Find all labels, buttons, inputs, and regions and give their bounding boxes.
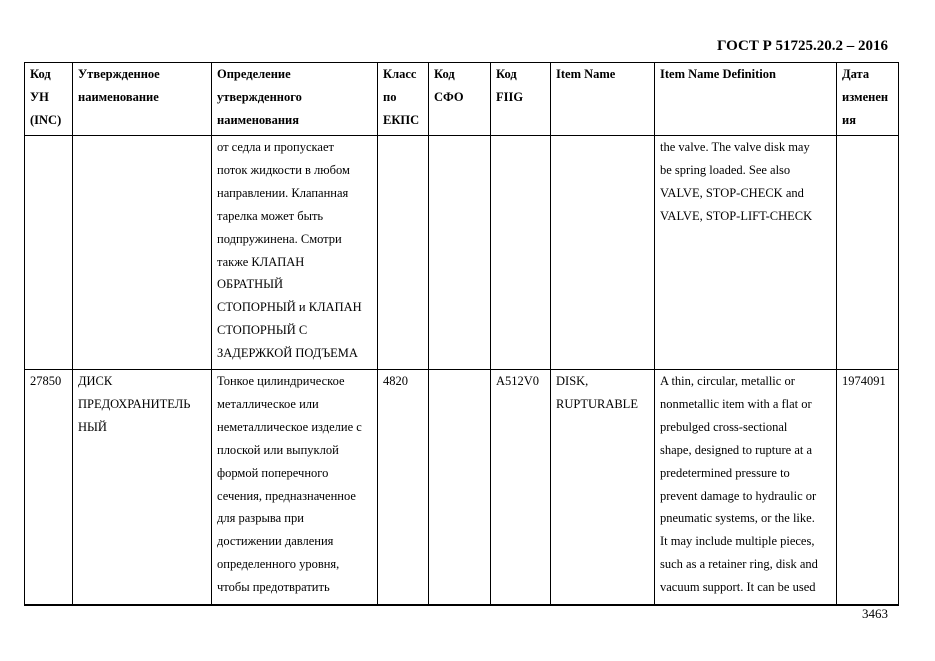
table-row (25, 370, 899, 606)
cell-inc (25, 136, 73, 370)
cell-item-name (551, 136, 655, 370)
header-change-date: Дата изменен ия (837, 63, 899, 136)
header-approved-name: Утвержденное наименование (73, 63, 212, 136)
cell-item-definition: the valve. The valve disk may be spring loaded. See also VALVE, STOP-CHECK and VALVE, STOP-LIFT-CHECK (655, 136, 837, 370)
cell-inc: 27850 (25, 370, 73, 606)
table-header-row (25, 63, 899, 136)
header-fiig-code: Код FIIG (491, 63, 551, 136)
document-standard-header: ГОСТ Р 51725.20.2 – 2016 (716, 38, 888, 54)
header-inc: Код УН (INC) (25, 63, 73, 136)
cell-approved-name (73, 136, 212, 370)
header-definition: Определение утвержденного наименования (212, 63, 378, 136)
cell-fiig-code: A512V0 (491, 370, 551, 606)
cell-item-name: DISK, RUPTURABLE (551, 370, 655, 606)
header-item-name: Item Name (551, 63, 655, 136)
cell-sfo-code (429, 370, 491, 606)
cell-definition: Тонкое цилиндрическое металлическое или неметаллическое изделие с плоской или выпуклой формой поперечного сечения, предназначенное для разрыва при достижении давления определенного уровня, чтобы предотвратить (212, 370, 378, 606)
table-row (25, 136, 899, 370)
cell-approved-name: ДИСК ПРЕДОХРАНИТЕЛЬ НЫЙ (73, 370, 212, 606)
cell-ekps-class (378, 136, 429, 370)
cell-definition: от седла и пропускает поток жидкости в любом направлении. Клапанная тарелка может быть подпружинена. Смотри также КЛАПАН ОБРАТНЫЙ СТОПОРНЫЙ и КЛАПАН СТОПОРНЫЙ С ЗАДЕРЖКОЙ ПОДЪЕМА (212, 136, 378, 370)
page-number: 3463 (862, 606, 888, 621)
cell-change-date (837, 136, 899, 370)
header-item-definition: Item Name Definition (655, 63, 837, 136)
cell-change-date: 1974091 (837, 370, 899, 606)
cell-fiig-code (491, 136, 551, 370)
cell-sfo-code (429, 136, 491, 370)
header-ekps-class: Класс по ЕКПС (378, 63, 429, 136)
cell-item-definition: A thin, circular, metallic or nonmetallic item with a flat or prebulged cross-sectional shape, designed to rupture at a predetermined pressure to prevent damage to hydraulic or pneumatic systems, or the like. It may include multiple pieces, such as a retainer ring, disk and vacuum support. It can be used (655, 370, 837, 606)
header-sfo-code: Код СФО (429, 63, 491, 136)
catalog-table (24, 62, 899, 606)
cell-ekps-class: 4820 (378, 370, 429, 606)
